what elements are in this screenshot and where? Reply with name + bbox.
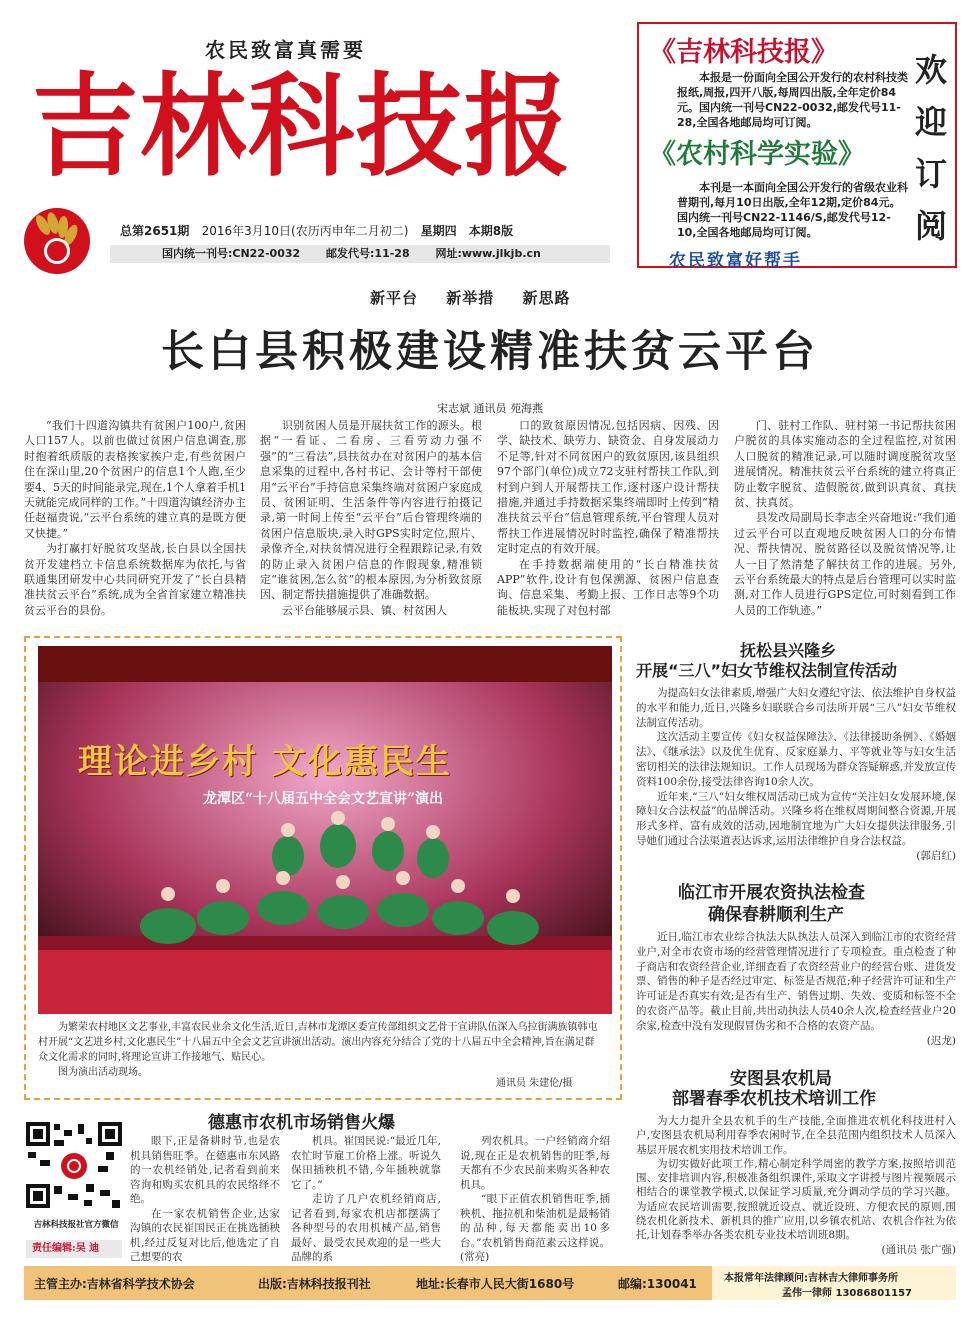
paragraph: 列农机具。一户经销商介绍说,现在正是农机销售的旺季,每天都有不少农民前来购买各种农机具。 — [460, 1135, 610, 1191]
ad-text-magazine: 本刊是一本面向全国公开发行的省级农业科普期刊,每月10日出版,全年12期,定价84元。国内统一刊号CN22-1146/S,邮发代号12-10,全国各地邮局均可订阅。 — [677, 181, 908, 239]
subscription-ad — [637, 22, 957, 271]
paragraph: 为切实做好此项工作,精心制定科学周密的教学方案,按照培训范围、安排培训内容,积极准备组织课件,采取文字讲授与图片视频展示相结合的课堂教学模式,以保证学习质量,充分调动学员的学习兴趣。为适应农民培训需要,按照就近设点、就近设班、方便农民的原则,围绕农机化新技术、新机具的推广应用,以乡镇农机站、农机合作社为依托,计划春季举办各类农机专业技术培训班8期。 — [636, 1157, 956, 1242]
paragraph: 近年来,“三八”妇女维权周活动已成为宣传“关注妇女发展环境,保障妇女合法权益”的品牌活动。兴隆乡将在维权周期间整合资源,开展形式多样、富有成效的活动,因地制宜地为广大妇女提供法律服务,引导她们通过合法渠道表达诉求,运用法律维护自身合法权益。 — [636, 790, 956, 847]
paragraph: 走访了几户农机经销商店,记者看到,每家农机店都摆满了各种型号的农用机械产品,销售最好、最受农民欢迎的是一些大品牌的系 — [291, 1193, 441, 1263]
paragraph: 识别贫困人员是开展扶贫工作的源头。根据“一看证、二看房、三看劳动力强不强”的“三看法”,县扶贫办在对贫困户的基本信息采集的过程中,各村书记、会计等村干部使用“云平台”手持信息采集终端对贫困户家庭成员、贫困证明、生活条件等内容进行拍摄记录,第一时间上传至“云平台”后台管理终端的贫困户信息版块,录入时GPS实时定位,照片、录像齐全,对扶贫情况进行全程跟踪记录,有效的防止录入贫困户信息的作假现象,精准锁定“谁贫困,怎么贫”的根本原因,为分析致贫原因、制定帮扶措施提供了准确数据。 — [260, 419, 482, 602]
paragraph: “眼下正值农机销售旺季,插秧机、拖拉机和柴油机是最畅销的品种,每天都能卖出10多台。”农机销售商范素云这样说。(常亮) — [460, 1193, 610, 1263]
caption-note: 图为演出活动现场。 — [58, 1067, 148, 1078]
postal-code: 邮发代号:11-28 — [326, 247, 410, 260]
story2-author: (迟龙) — [926, 1034, 956, 1047]
story2-headline1: 临江市开展农资执法检查 — [678, 883, 865, 903]
footer-bar — [24, 1266, 956, 1300]
paragraph: 为提高妇女法律素质,增强广大妇女遵纪守法、依法维护自身权益的水平和能力,近日,兴隆乡妇联联合乡司法所开展“三八”妇女节维权法制宣传活动。 — [636, 687, 956, 729]
publication-bar — [110, 245, 610, 263]
lead-column-3 — [497, 418, 719, 618]
ad-title-newspaper: 《吉林科技报》 — [649, 37, 838, 68]
paragraph: 近日,临江市农业综合执法大队执法人员深入到临江市的农资经营业户,对全市农资市场的经营管理情况进行了专项检查。重点检查了种子商店和农资经营企业,详细查看了农资经营业户的经营台账、进货发票、销售的种子是否经过审定、标签是否规范;种子经营许可证和生产许可证是否真实有效;是否有生产、销售过期、失效、变质和标签不全的农资产品等。截止目前,共出动执法人员40余人次,检查经营业户20余家,检查中没有发现假冒伪劣和不合格的农资产品。 — [636, 931, 956, 1032]
wechat-qr-code — [24, 1120, 124, 1215]
ad-text-newspaper: 本报是一份面向全国公开发行的农村科技类报纸,周报,四开八版,每周四出版,全年定价84元。国内统一刊号CN22-0032,邮发代号11-28,全国各地邮局均可订阅。 — [677, 71, 908, 129]
story3-headline1: 安图县农机局 — [730, 1069, 832, 1089]
kicker-item: 新思路 — [522, 289, 571, 307]
lead-column-4 — [734, 418, 956, 618]
footer-address: 地址:长春市人民大街1680号 — [416, 1277, 575, 1291]
photo-caption — [38, 1020, 602, 1080]
footer-publisher: 出版:吉林科技报刊社 — [258, 1277, 371, 1291]
paragraph: 在手持数据端使用的“长白精准扶贫APP”软件,设计有包保溯源、贫困户信息查询、信息采集、考勤上报、工作日志等9个功能板块,实现了对包村部 — [497, 557, 719, 617]
lead-column-2 — [260, 418, 482, 618]
story4-column-1 — [130, 1134, 280, 1265]
paragraph: 眼下,正是备耕时节,也是农机具销售旺季。在德惠市东风路的一农机经销处,记者看到前来咨询和购买农机具的农民络绎不绝。 — [130, 1135, 280, 1205]
issue-number: 总第2651期 — [120, 224, 190, 238]
footer-legal-counsel: 本报常年法律顾问:吉林吉大律师事务所 — [724, 1273, 898, 1284]
cn-number: 国内统一刊号:CN22-0032 — [162, 247, 301, 260]
lead-headline: 长白县积极建设精准扶贫云平台 — [161, 327, 819, 377]
paragraph: 为大力提升全县农机手的生产技能,全面推进农机化科技进村入户,安图县农机局利用春季农闲时节,在全县范围内组织技术人员深入基层开展农机实用技术培训工作。 — [636, 1115, 956, 1156]
story3-body — [636, 1114, 956, 1257]
footer-lawyer: 孟伟一律师 13086801157 — [782, 1288, 913, 1299]
paragraph: 口的致贫原因情况,包括因病、因残、因学、缺技术、缺劳力、缺资金、自身发展动力不足等,针对不同贫困户的致贫原因,该县组织97个部门(单位)成立72支驻村帮扶工作队,到村到户到人开展帮扶工作,逐村逐户设计帮扶措施,并通过手持数据采集终端即时上传到“精准扶贫云平台”信息管理系统,平台管理人员对帮扶工作进展情况时时监控,确保了精准帮扶定时定点的有效开展。 — [497, 419, 719, 556]
masthead-slogan: 农民致富真需要 — [205, 38, 366, 62]
story1-kicker: 抚松县兴隆乡 — [740, 641, 837, 660]
kicker-item: 新举措 — [446, 289, 495, 307]
issue-pages: 本期8版 — [468, 224, 514, 238]
paragraph: 这次活动主要宣传《妇女权益保障法》、《法律援助条例》、《婚姻法》、《继承法》以及优生优育、反家庭暴力、平等就业等与妇女生活密切相关的法律法规知识。工作人员现场为群众答疑解惑,并发放宣传资料100余份,接受法律咨询10余人次。 — [636, 731, 956, 788]
ad-slogan: 农民致富好帮手 — [669, 251, 802, 271]
stage-banner-title: 理论进乡村 文化惠民生 — [78, 742, 452, 782]
story2-headline2: 确保春耕顺利生产 — [708, 905, 844, 925]
lead-kicker — [370, 287, 593, 308]
kicker-item: 新平台 — [370, 289, 419, 307]
ad-title-magazine: 《农村科学实验》 — [649, 139, 865, 170]
paragraph: 云平台能够展示县、镇、村贫困人 — [282, 603, 447, 617]
issue-date: 2016年3月10日(农历丙申年二月初二) — [201, 224, 409, 238]
paragraph: 在一家农机销售企业,达家沟镇的农民崔国民正在挑选插秧机,经过反复对比后,他选定了自己想要的农 — [130, 1207, 280, 1263]
photo-credit: 通讯员 朱建伦/摄 — [496, 1078, 573, 1089]
paragraph: 县发改局副局长李志全兴奋地说:“我们通过云平台可以直观地反映贫困人口的分布情况、帮扶情况、脱贫路径以及脱贫情况等,让人一目了然清楚了解扶贫工作的进展。另外,云平台系统最大的特点是后台管理可以实时监测,对工作人员进行GPS定位,可时刻看到工作人员的工作轨迹。” — [734, 511, 956, 617]
performance-photo — [38, 646, 612, 1014]
story3-headline2: 部署春季农机技术培训工作 — [672, 1089, 876, 1109]
story1-headline: 开展“三八”妇女节维权法制宣传活动 — [636, 661, 898, 680]
website: 网址:www.jlkjb.cn — [435, 247, 541, 260]
issue-info — [120, 222, 521, 239]
newspaper-logo — [24, 208, 90, 274]
stage-banner-subtitle: 龙潭区“十八届五中全会文艺宣讲”演出 — [203, 791, 444, 807]
lead-byline: 宋志斌 通讯员 苑海燕 — [437, 402, 543, 415]
story4-headline: 德惠市农机市场销售火爆 — [208, 1113, 395, 1133]
story4-column-2 — [291, 1134, 441, 1265]
paragraph: 为打赢打好脱贫攻坚战,长白县以全国扶贫开发建档立卡信息系统数据库为依托,与省联通集团研发中心共同研究开发了“长白县精准扶贫云平台”系统,成为全省首家建立精准扶贫云平台的县份。 — [24, 542, 246, 617]
story1-author: (郭启红) — [916, 849, 956, 862]
caption-text: 为繁荣农村地区文艺事业,丰富农民业余文化生活,近日,吉林市龙潭区委宣传部组织文艺骨干宣讲队伍深入乌拉街满族镇韩屯村开展“文艺进乡村,文化惠民生”十八届五中全会文艺宣讲演出活动。演出内容充分结合了党的十八届五中全会精神,旨在满足群众文化需求的同时,将理论宣讲工作接地气、贴民心。 — [38, 1022, 598, 1063]
qr-caption: 吉林科技报社官方微信 — [33, 1220, 119, 1230]
responsible-editor: 责任编辑:吴 迪 — [26, 1240, 122, 1258]
footer-postcode: 邮编:130041 — [618, 1277, 697, 1291]
welcome-subscribe: 欢迎订阅 — [914, 51, 947, 245]
stage-illustration — [38, 646, 612, 1014]
story3-author: (通讯员 张广强) — [881, 1243, 956, 1256]
story4-column-3 — [460, 1134, 610, 1265]
paragraph: 机具。崔国民说:“最近几年,农忙时节雇工价格上涨。听说久保田插秧机不错,今年插秧就靠它了。” — [291, 1135, 441, 1191]
footer-sponsor: 主管主办:吉林省科学技术协会 — [34, 1277, 195, 1291]
qr-code-icon — [24, 1120, 124, 1215]
lead-column-1 — [24, 418, 246, 618]
issue-weekday: 星期四 — [420, 224, 457, 238]
story1-body — [636, 686, 956, 864]
paragraph: 门、驻村工作队、驻村第一书记帮扶贫困户脱贫的具体实施动态的全过程监控,对贫困人口脱贫的精准记录,可以随时调度脱贫攻坚进展情况。精准扶贫云平台系统的建立将真正防止数字脱贫、造假脱贫,做到识真贫、真扶贫、扶真贫。 — [734, 419, 956, 510]
paragraph: “我们十四道沟镇共有贫困户100户,贫困人口157人。以前也做过贫困户信息调查,那时抱着纸质版的表格挨家挨户走,有些贫困户住在深山里,20个贫困户的信息1个人跑,至少要4、5天的时间能录完,现在,1个人拿着手机1天就能完成同样的工作。”十四道沟镇经济办主任赵福贵说,“云平台系统的建立真的是既方便又快捷。” — [24, 419, 246, 540]
story2-body — [636, 930, 956, 1048]
masthead-title: 吉林科技报 — [32, 59, 572, 192]
